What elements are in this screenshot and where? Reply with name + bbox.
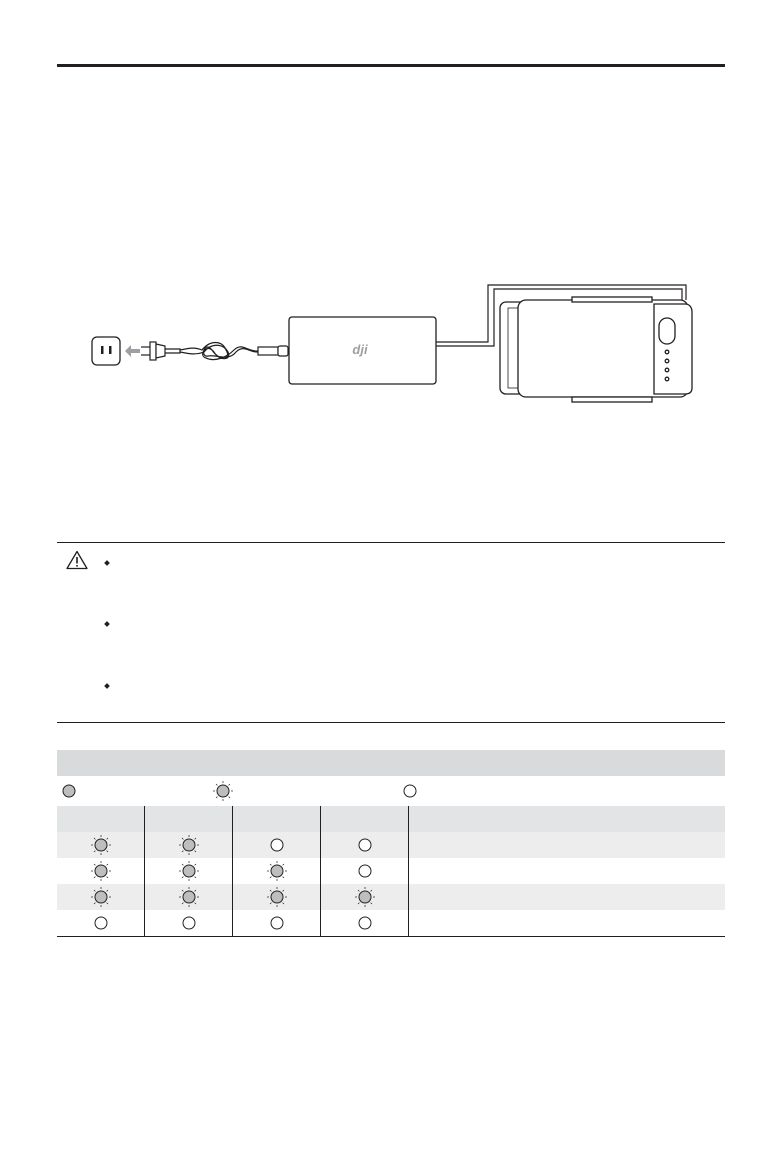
led-solid-icon	[62, 784, 76, 798]
led-blinking-icon	[266, 886, 288, 908]
col-header-led1	[57, 806, 145, 832]
led-off-icon	[358, 916, 372, 930]
led2-cell	[145, 910, 233, 937]
led-blinking-icon	[266, 860, 288, 882]
dji-logo: dji	[352, 342, 368, 357]
power-plug-icon	[141, 342, 288, 360]
led1-cell	[57, 910, 145, 937]
col-header-led2	[145, 806, 233, 832]
table-row	[57, 884, 725, 910]
led3-cell	[233, 884, 321, 910]
legend-solid	[62, 784, 82, 798]
led-blinking-icon	[178, 860, 200, 882]
table-row	[57, 832, 725, 858]
table-title	[57, 750, 725, 776]
led4-cell	[321, 910, 409, 937]
led2-cell	[145, 884, 233, 910]
led1-cell	[57, 832, 145, 858]
led2-cell	[145, 832, 233, 858]
led-off-icon	[358, 864, 372, 878]
led-off-icon	[270, 838, 284, 852]
row-description	[409, 858, 726, 884]
row-description	[409, 910, 726, 937]
led-off-icon	[270, 916, 284, 930]
col-header-led3	[233, 806, 321, 832]
led-off-icon	[403, 784, 417, 798]
led4-cell	[321, 832, 409, 858]
charging-diagram	[0, 270, 782, 410]
bullet-marker	[104, 560, 110, 566]
led-legend	[57, 776, 725, 806]
led-blinking-icon	[354, 886, 376, 908]
row-description	[409, 884, 726, 910]
warning-triangle-icon	[66, 550, 88, 570]
charger-icon	[289, 317, 436, 384]
led-blinking-icon	[90, 886, 112, 908]
led4-cell	[321, 858, 409, 884]
plug-arrow-icon	[125, 345, 140, 357]
bullet-marker	[104, 683, 110, 689]
led4-cell	[321, 884, 409, 910]
legend-off	[403, 784, 423, 798]
row-description	[409, 832, 726, 858]
header-rule	[57, 64, 725, 67]
led3-cell	[233, 832, 321, 858]
col-header-led4	[321, 806, 409, 832]
led-blinking-icon	[212, 780, 234, 802]
bullet-marker	[104, 621, 110, 627]
led-status-table	[57, 806, 725, 937]
caution-notes	[57, 542, 725, 723]
wall-outlet-icon	[92, 337, 120, 365]
led3-cell	[233, 910, 321, 937]
led1-cell	[57, 884, 145, 910]
table-header-row	[57, 806, 725, 832]
led-off-icon	[182, 916, 196, 930]
legend-blinking	[212, 780, 240, 794]
led1-cell	[57, 858, 145, 884]
battery-icon	[500, 297, 692, 402]
led-off-icon	[94, 916, 108, 930]
led3-cell	[233, 858, 321, 884]
table-row	[57, 858, 725, 884]
led-blinking-icon	[178, 886, 200, 908]
led-blinking-icon	[90, 834, 112, 856]
led-blinking-icon	[178, 834, 200, 856]
col-header-description	[409, 806, 726, 832]
led2-cell	[145, 858, 233, 884]
led-off-icon	[358, 838, 372, 852]
led-blinking-icon	[90, 860, 112, 882]
battery-led-table	[57, 750, 725, 937]
table-row	[57, 910, 725, 937]
